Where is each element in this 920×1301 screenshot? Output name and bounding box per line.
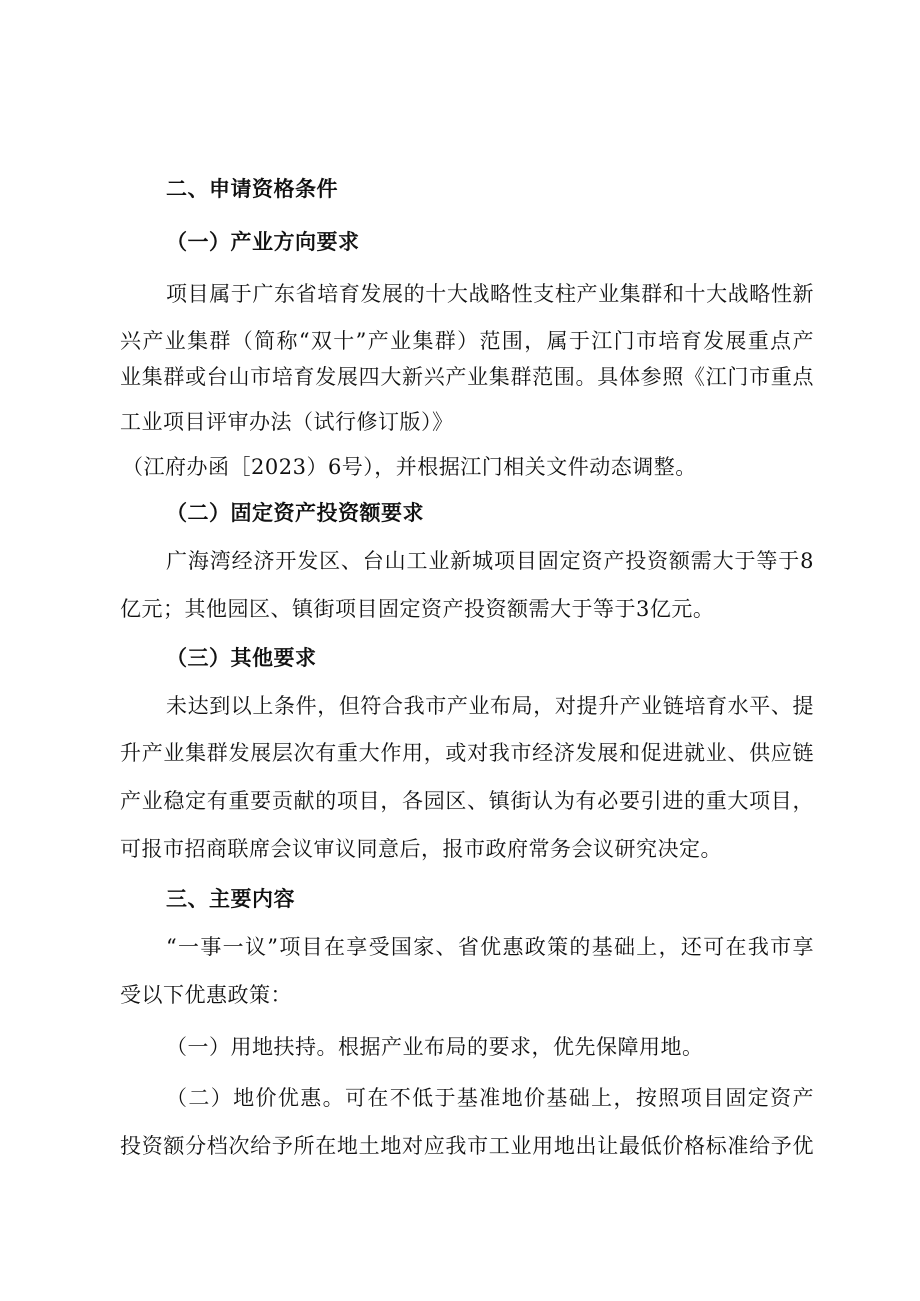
paragraph-line: 工业项目评审办法（试行修订版）》: [120, 410, 454, 434]
paragraph-line: 受以下优惠政策：: [120, 983, 292, 1007]
paragraph-line: 广海湾经济开发区、台山工业新城项目固定资产投资额需大于等于8: [166, 549, 814, 573]
subsection-3-heading: （三）其他要求: [166, 646, 317, 670]
paragraph-line: 投资额分档次给予所在地土地对应我市工业用地出让最低价格标准给予优: [120, 1134, 814, 1158]
subsection-1-heading: （一）产业方向要求: [166, 230, 360, 254]
paragraph-line: （二）地价优惠。可在不低于基准地价基础上，按照项目固定资产: [166, 1086, 814, 1110]
paragraph-line: 未达到以上条件，但符合我市产业布局，对提升产业链培育水平、提: [166, 694, 814, 718]
subsection-2-heading: （二）固定资产投资额要求: [166, 501, 424, 525]
section-2-heading: 二、申请资格条件: [166, 177, 338, 201]
section-3-heading: 三、主要内容: [166, 887, 295, 911]
paragraph-line: （一）用地扶持。根据产业布局的要求，优先保障用地。: [166, 1035, 704, 1059]
paragraph-line: 亿元；其他园区、镇街项目固定资产投资额需大于等于3亿元。: [120, 597, 715, 621]
paragraph-line: （江府办函［2023）6号），并根据江门相关文件动态调整。: [122, 455, 697, 479]
paragraph-line: 可报市招商联席会议审议同意后，报市政府常务会议研究决定。: [120, 837, 722, 861]
paragraph-line: 产业稳定有重要贡献的项目，各园区、镇街认为有必要引进的重大项目，: [120, 789, 814, 813]
paragraph-line: 项目属于广东省培育发展的十大战略性支柱产业集群和十大战略性新: [166, 282, 814, 306]
paragraph-line: “一事一议”项目在享受国家、省优惠政策的基础上，还可在我市享: [166, 935, 814, 959]
paragraph-line: 兴产业集群（简称“双十”产业集群）范围，属于江门市培育发展重点产: [120, 329, 814, 353]
paragraph-line: 升产业集群发展层次有重大作用，或对我市经济发展和促进就业、供应链: [120, 741, 814, 765]
paragraph-line: 业集群或台山市培育发展四大新兴产业集群范围。具体参照《江门市重点: [120, 365, 814, 389]
